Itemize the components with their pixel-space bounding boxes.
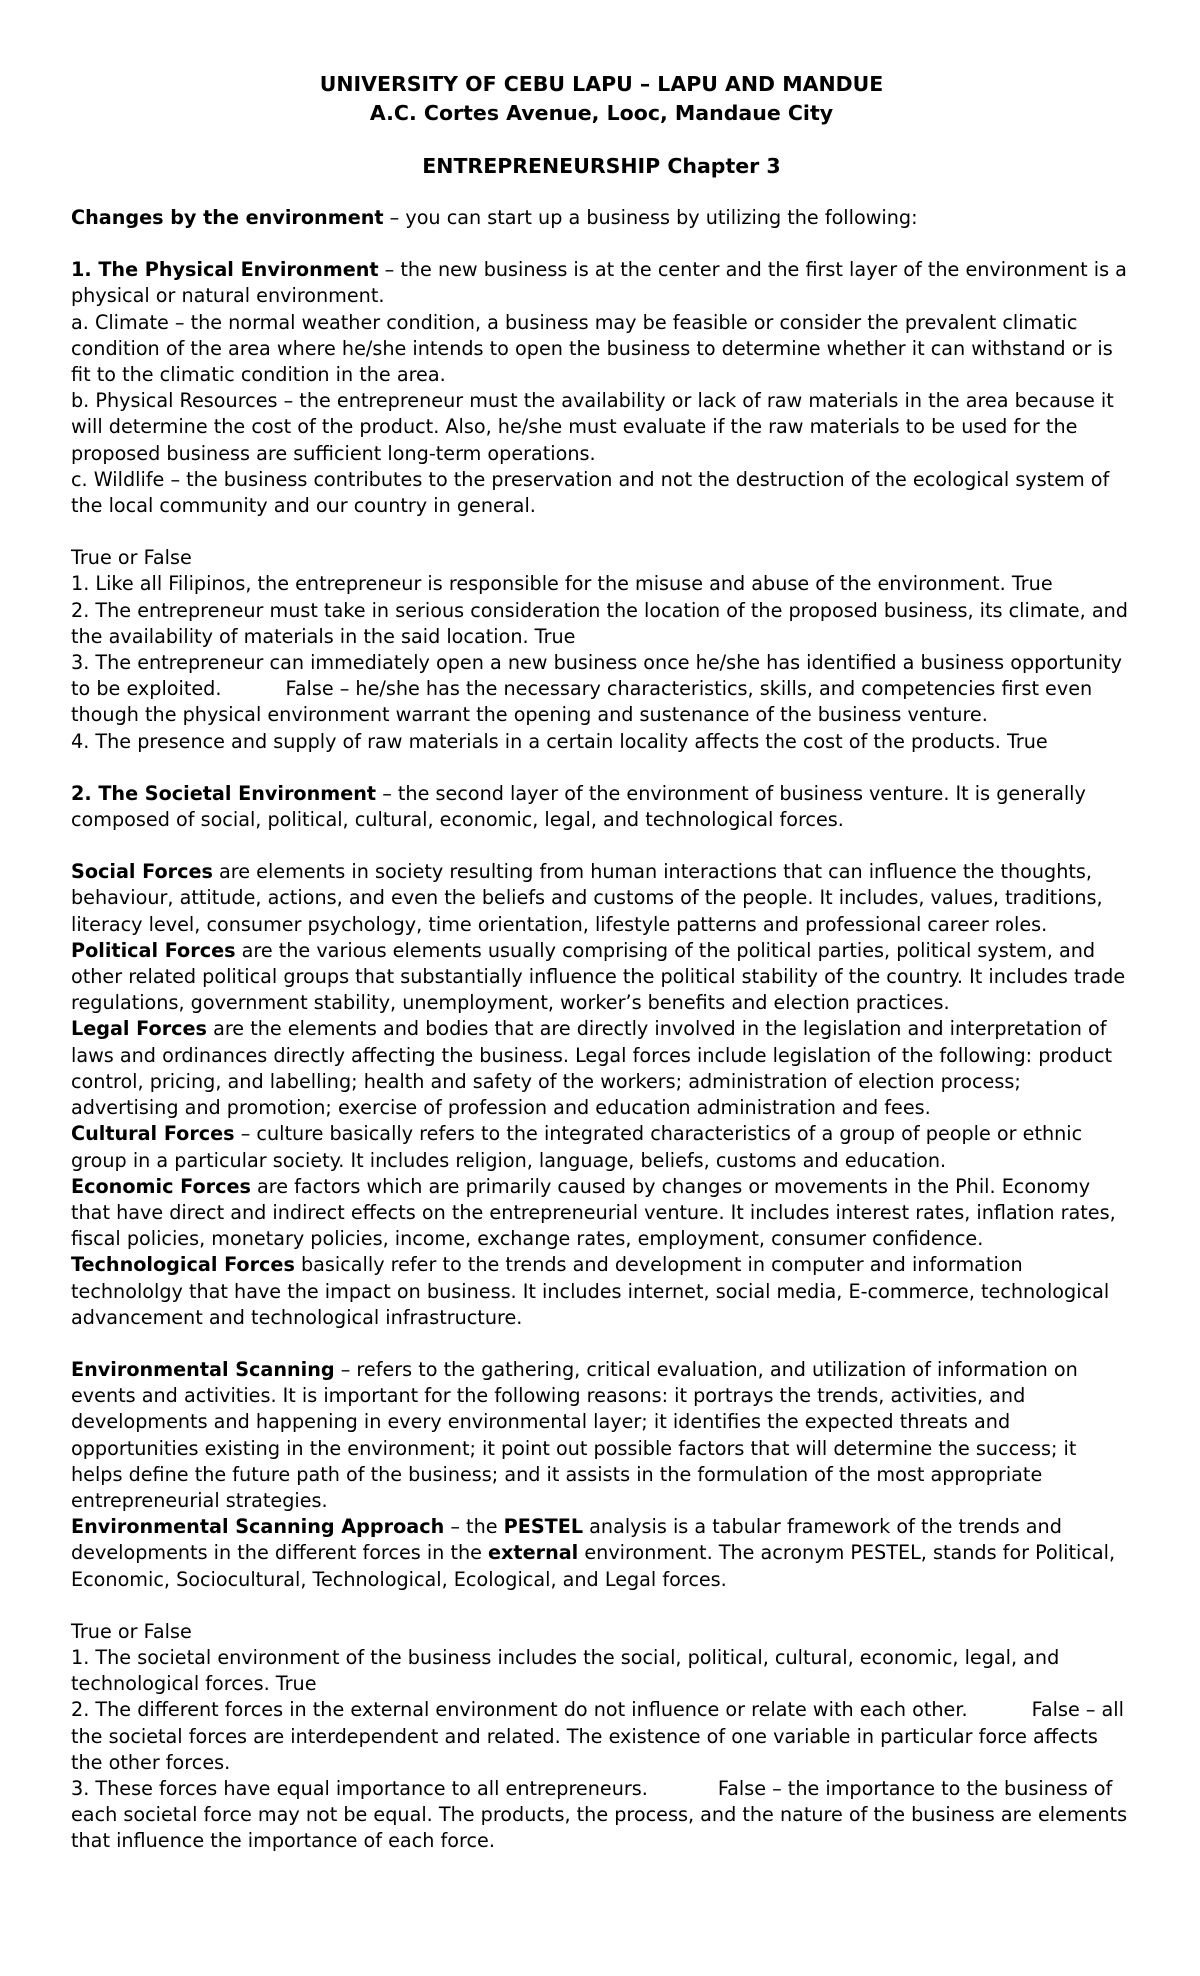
tf2-question-3 <box>71 1776 1132 1855</box>
tf2-question-3-text: 3. These forces have equal importance to all entrepreneurs. <box>71 1776 648 1800</box>
tf1-question-1: 1. Like all Filipinos, the entrepreneur is responsible for the misuse and abuse of the environment. True <box>71 572 1053 596</box>
climate-item: a. Climate – the normal weather condition, a business may be feasible or consider the prevalent climatic condition of the area where he/she intends to open the business to determine whether it can withstand or is fit to the climatic condition in the area. <box>71 310 1113 387</box>
legal-forces-paragraph <box>71 1016 1132 1121</box>
environmental-scanning-text: – refers to the gathering, critical evaluation, and utilization of information on events and activities. It is important for the following reasons: it portrays the trends, activities, and developments and happening in every environmental layer; it identifies the expected threats and opportunities existing in the environment; it point out possible factors that will determine the success; it helps define the future path of the business; and it assists in the formulation of the most appropriate entrepreneurial strategies. <box>71 1357 1078 1512</box>
intro-paragraph <box>71 205 1132 231</box>
pestel-term: PESTEL <box>503 1515 584 1539</box>
tf2-question-1: 1. The societal environment of the business includes the social, political, cultural, economic, legal, and technological forces. True <box>71 1645 1060 1696</box>
physical-environment-text: – the new business is at the center and the first layer of the environment is a physical or natural environment. <box>71 258 1127 308</box>
physical-resources-item: b. Physical Resources – the entrepreneur must the availability or lack of raw materials in the area because it will determine the cost of the product. Also, he/she must evaluate if the raw materials to be used for the proposed business are sufficient long-term operations. <box>71 389 1114 465</box>
external-term: external <box>488 1541 579 1565</box>
scanning-approach-paragraph <box>71 1514 1132 1593</box>
university-address: A.C. Cortes Avenue, Looc, Mandaue City <box>369 101 834 125</box>
environmental-scanning-paragraph <box>71 1357 1132 1514</box>
technological-forces-paragraph <box>71 1252 1132 1331</box>
tf2-question-2 <box>71 1697 1132 1776</box>
cultural-forces-paragraph <box>71 1121 1132 1173</box>
tf1-question-3 <box>71 650 1132 729</box>
chapter-title: ENTREPRENEURSHIP Chapter 3 <box>422 154 781 178</box>
political-forces-paragraph <box>71 938 1132 1017</box>
cultural-forces-term: Cultural Forces <box>71 1122 235 1146</box>
societal-environment-paragraph <box>71 781 1132 833</box>
economic-forces-text: are factors which are primarily caused by changes or movements in the Phil. Economy that have direct and indirect effects on the entrepreneurial venture. It includes interest rates, inflation rates, fiscal policies, monetary policies, income, exchange rates, employment, consumer confidence. <box>71 1174 1116 1251</box>
legal-forces-text: are the elements and bodies that are directly involved in the legislation and interpretation of laws and ordinances directly affecting the business. Legal forces include legislation of the following: product control, pricing, and labelling; health and safety of the workers; administration of election process; advertising and promotion; exercise of profession and education administration and fees. <box>71 1017 1113 1120</box>
wildlife-item: c. Wildlife – the business contributes to the preservation and not the destruction of the ecological system of the local community and our country in general. <box>71 467 1110 518</box>
intro-term: Changes by the environment <box>71 206 384 229</box>
social-forces-text: are elements in society resulting from human interactions that can influence the thoughts, behaviour, attitude, actions, and even the beliefs and customs of the people. It includes, values, traditions, literacy level, consumer psychology, time orientation, lifestyle patterns and professional career roles. <box>71 860 1103 936</box>
economic-forces-paragraph <box>71 1174 1132 1253</box>
economic-forces-term: Economic Forces <box>71 1174 251 1198</box>
scanning-approach-text-2: analysis is a tabular framework of the trends and developments in the different forces in the <box>71 1515 1062 1565</box>
societal-environment-text: – the second layer of the environment of business venture. It is generally composed of social, political, cultural, economic, legal, and technological forces. <box>71 781 1086 832</box>
tf2-question-2-answer: False – all the societal forces are interdependent and related. The existence of one variable in particular force affects the other forces. <box>71 1698 1124 1774</box>
political-forces-term: Political Forces <box>71 938 236 962</box>
tf2-question-2-text: 2. The different forces in the external environment do not influence or relate with each other. <box>71 1698 968 1722</box>
social-forces-paragraph <box>71 859 1132 938</box>
scanning-approach-text-1: – the <box>444 1515 504 1539</box>
cultural-forces-text: – culture basically refers to the integrated characteristics of a group of people or ethnic group in a particular society. It includes religion, language, beliefs, customs and education. <box>71 1122 1083 1172</box>
tf2-question-3-answer: False – the importance to the business of each societal force may not be equal. The products, the process, and the nature of the business are elements that influence the importance of each force. <box>71 1776 1128 1853</box>
scanning-approach-term: Environmental Scanning Approach <box>71 1515 445 1539</box>
true-or-false-heading-1: True or False <box>71 546 192 570</box>
tf1-question-2: 2. The entrepreneur must take in serious consideration the location of the proposed business, its climate, and the availability of materials in the said location. True <box>71 598 1128 648</box>
tf1-question-3-answer: False – he/she has the necessary characteristics, skills, and competencies first even though the physical environment warrant the opening and sustenance of the business venture. <box>71 677 1093 727</box>
intro-text: – you can start up a business by utilizing the following: <box>383 206 918 229</box>
physical-environment-term: 1. The Physical Environment <box>71 258 379 282</box>
technological-forces-text: basically refer to the trends and development in computer and information technololgy that have the impact on business. It includes internet, social media, E-commerce, technological advancement and technological infrastructure. <box>71 1253 1110 1329</box>
university-name: UNIVERSITY OF CEBU LAPU – LAPU AND MANDUE <box>319 72 884 96</box>
true-or-false-heading-2: True or False <box>71 1619 192 1643</box>
technological-forces-term: Technological Forces <box>71 1253 295 1277</box>
tf1-question-4: 4. The presence and supply of raw materials in a certain locality affects the cost of the products. True <box>71 729 1048 753</box>
legal-forces-term: Legal Forces <box>71 1017 207 1041</box>
scanning-approach-text-3: environment. The acronym PESTEL, stands for Political, Economic, Sociocultural, Technological, Ecological, and Legal forces. <box>71 1541 1116 1591</box>
political-forces-text: are the various elements usually comprising of the political parties, political system, and other related political groups that substantially influence the political stability of the country. It includes trade regulations, government stability, unemployment, worker’s benefits and election practices. <box>71 938 1126 1015</box>
environmental-scanning-term: Environmental Scanning <box>71 1357 335 1381</box>
societal-environment-term: 2. The Societal Environment <box>71 781 377 805</box>
tf1-question-3-text: 3. The entrepreneur can immediately open a new business once he/she has identified a business opportunity to be exploited. <box>71 651 1123 701</box>
physical-environment-paragraph <box>71 257 1132 309</box>
social-forces-term: Social Forces <box>71 860 213 884</box>
document-header <box>71 70 1132 128</box>
